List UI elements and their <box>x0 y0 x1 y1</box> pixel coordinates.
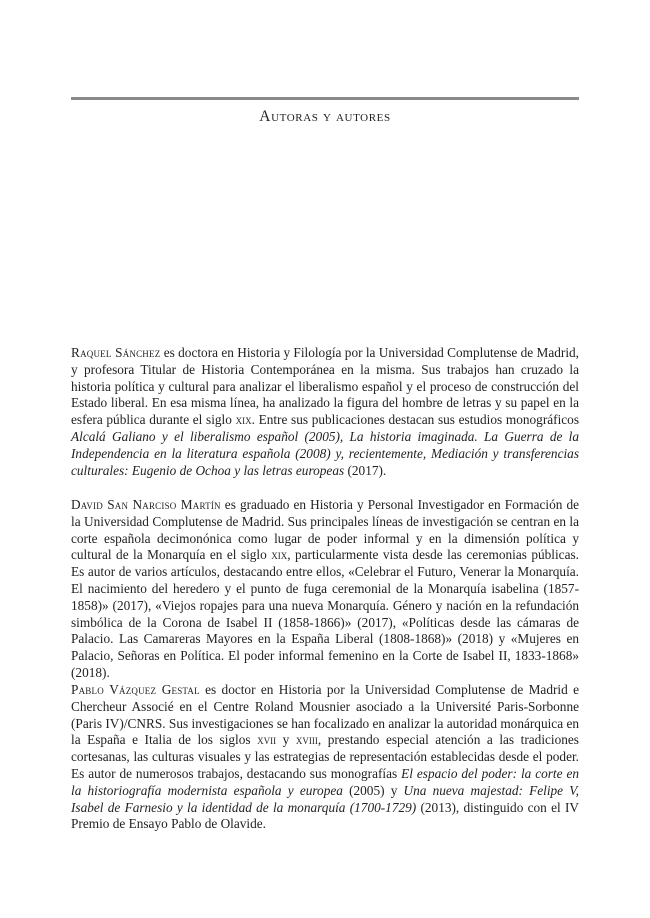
bio-text: es graduado en Historia y Personal Investigador en Formación de la Universidad Complutense de Madrid. Sus principales líneas de investigación se centran en la corte española decimonónica como lugar de poder informal y en la dimensión política y cultural de la Monarquía en el siglo <box>71 497 579 563</box>
century-numeral: xvii <box>257 732 277 748</box>
header-rule <box>71 97 579 100</box>
century-numeral: xix <box>271 547 288 563</box>
bio-text: , particularmente vista desde las ceremonias públicas. Es autor de varios artículos, destacando entre ellos, «Celebrar el Futuro, Venerar la Monarquía. El nacimiento del heredero y el punto de fuga ceremonial de la Monarquía isabelina (1857-1858)» (2017), «Viejos ropajes para una nueva Monarquía. Género y nación en la refundación simbólica de la Corona de Isabel II (1858-1866)» (2017), «Políticas desde las cámaras de Palacio. Las Camareras Mayores en la España Liberal (1808-1868)» (2018) y «Mujeres en Palacio, Señoras en Política. El poder informal femenino en la Corte de Isabel II, 1833-1868» (2018). <box>71 547 579 680</box>
bio-text: , prestando especial atención a las tradiciones cortesanas, las culturas visuales y las estrategias de representación establecidas desde el poder. Es autor de numerosos trabajos, destacando sus monografías <box>71 732 579 781</box>
page-title: Autoras y autores <box>259 108 391 125</box>
publication-title: El espacio del poder: la corte en la historiografía modernista española y europea <box>71 765 580 798</box>
century-numeral: xix <box>235 412 252 428</box>
author-name: Pablo Vázquez Gestal <box>71 682 200 697</box>
century-numeral: xviii <box>295 732 318 748</box>
publication-title: Una nueva majestad: Felipe V, Isabel de Farnesio y la identidad de la monarquía (1700-1729) <box>71 782 579 815</box>
author-bio <box>71 497 579 682</box>
bio-text: (2013), distinguido con el IV Premio de Ensayo Pablo de Olavide. <box>71 799 579 832</box>
bio-text: y <box>276 732 296 748</box>
bio-text: (2005) y <box>342 782 404 798</box>
author-bio <box>71 345 579 479</box>
author-name: Raquel Sánchez <box>71 345 161 360</box>
author-name: David San Narciso Martín <box>71 497 221 512</box>
bio-text: es doctor en Historia por la Universidad Complutense de Madrid e Chercheur Associé en el Centre Roland Mousnier asociado a la Université Paris-Sorbonne (Paris IV)/CNRS. Sus investigaciones se han focalizado en analizar la autoridad monárquica en la España e Italia de los siglos <box>71 682 579 748</box>
publication-titles: Alcalá Galiano y el liberalismo español (2005), La historia imaginada. La Guerra de la Independencia en la literatura española (2008) y, recientemente, Mediación y transferencias culturales: Eugenio de Ochoa y las letras europeas <box>71 428 579 478</box>
author-bio <box>71 682 579 833</box>
bio-text: es doctora en Historia y Filología por la Universidad Complutense de Madrid, y profesora Titular de Historia Contemporánea en la misma. Sus trabajos han cruzado la historia política y cultural para analizar el liberalismo español y el proceso de construcción del Estado liberal. En esa misma línea, ha analizado la figura del hombre de letras y su papel en la esfera pública durante el siglo <box>71 345 579 428</box>
bio-text: . Entre sus publicaciones destacan sus estudios monográficos <box>251 412 579 428</box>
bio-text: (2017). <box>344 462 387 478</box>
